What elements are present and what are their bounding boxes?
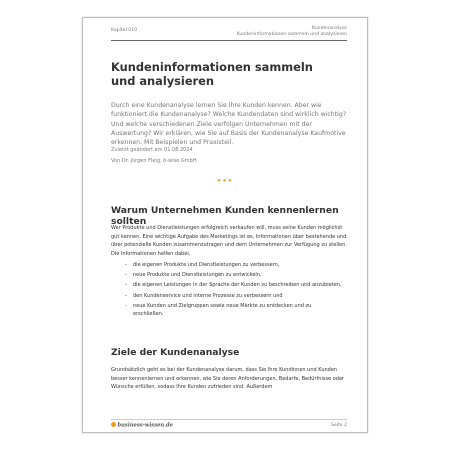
document-page	[82, 17, 368, 433]
list-item	[125, 302, 343, 319]
list-item	[125, 261, 343, 270]
page-title: Kundeninformationen sammeln und analysieren	[111, 60, 313, 88]
section-separator: •••	[216, 177, 234, 185]
list-item	[125, 292, 343, 301]
section1-paragraph: Wer Produkte und Dienstleistungen erfolgreich verkaufen will, muss seine Kunden möglichst gut kennen. Eine wichtige Aufgabe des Marketings ist es, Informationen über bestehende und über potenzielle Kunden zusammenzutragen und dem Unternehmen zur Verfügung zu stellen. Die Informationen helfen dabei,	[111, 225, 347, 257]
author-line: Von Dr. Jürgen Fleig, b-wise GmbH	[111, 158, 197, 164]
section2-paragraph: Grundsätzlich geht es bei der Kundenanalyse darum, dass Sie Ihre Kundinnen und Kunden besser kennenlernen und erkennen, wie Sie deren Anforderungen, Bedarfe, Bedürfnisse oder Wünsche erfüllen, sodass Ihre Kunden zufrieden sind. Außerdem	[111, 367, 345, 391]
bullet-icon: -	[125, 272, 127, 279]
list-item	[125, 271, 343, 280]
section1-heading: Warum Unternehmen Kunden kennenlernen sollten	[111, 205, 339, 227]
intro-paragraph: Durch eine Kundenanalyse lernen Sie Ihre Kunden kennen. Aber wie funktioniert die Kundenanalyse? Welche Kundendaten sind wirklich wichtig? Und welche verschiedenen Ziele verfolgen Unternehmen mit der Auswertung? Wir erklären, wie Sie auf Basis der Kundenanalyse Kaufmotive erkennen. Mit Beispielen und Praxisteil.	[111, 102, 347, 147]
logo-dot-icon	[111, 422, 116, 427]
footer-divider	[111, 419, 347, 420]
list-item-text: die eigenen Produkte und Dienstleistungen zu verbessern,	[133, 262, 280, 268]
header-divider	[111, 40, 347, 41]
page-number: Seite 2	[330, 423, 347, 428]
bullet-icon: -	[125, 292, 127, 299]
footer-logo-text: business-wissen.de	[117, 422, 173, 429]
bullet-icon: -	[125, 262, 127, 268]
header-subtitle: Kundeninformationen sammeln und analysieren	[236, 32, 347, 37]
bullet-icon: -	[125, 282, 127, 289]
footer-logo	[111, 422, 173, 429]
header-chapter: Kapitel 010	[111, 28, 138, 33]
list-item-text: den Kundenservice und interne Prozesse zu verbessern und	[133, 292, 283, 299]
updated-date: Zuletzt geändert am 01.08.2024	[111, 147, 193, 153]
header-right	[237, 26, 347, 38]
list-item-text: neue Kunden und Zielgruppen sowie neue Märkte zu entdecken und zu erschließen.	[133, 302, 312, 318]
list-item	[125, 281, 343, 290]
benefits-list	[125, 261, 343, 321]
header-category: Kundenanalyse	[311, 26, 347, 31]
bullet-icon: -	[125, 302, 127, 309]
list-item-text: neue Produkte und Dienstleistungen zu entwickeln,	[133, 272, 262, 279]
list-item-text: die eigenen Leistungen in der Sprache der Kunden zu beschreiben und anzubieten,	[133, 282, 342, 289]
section2-heading: Ziele der Kundenanalyse	[111, 347, 240, 358]
